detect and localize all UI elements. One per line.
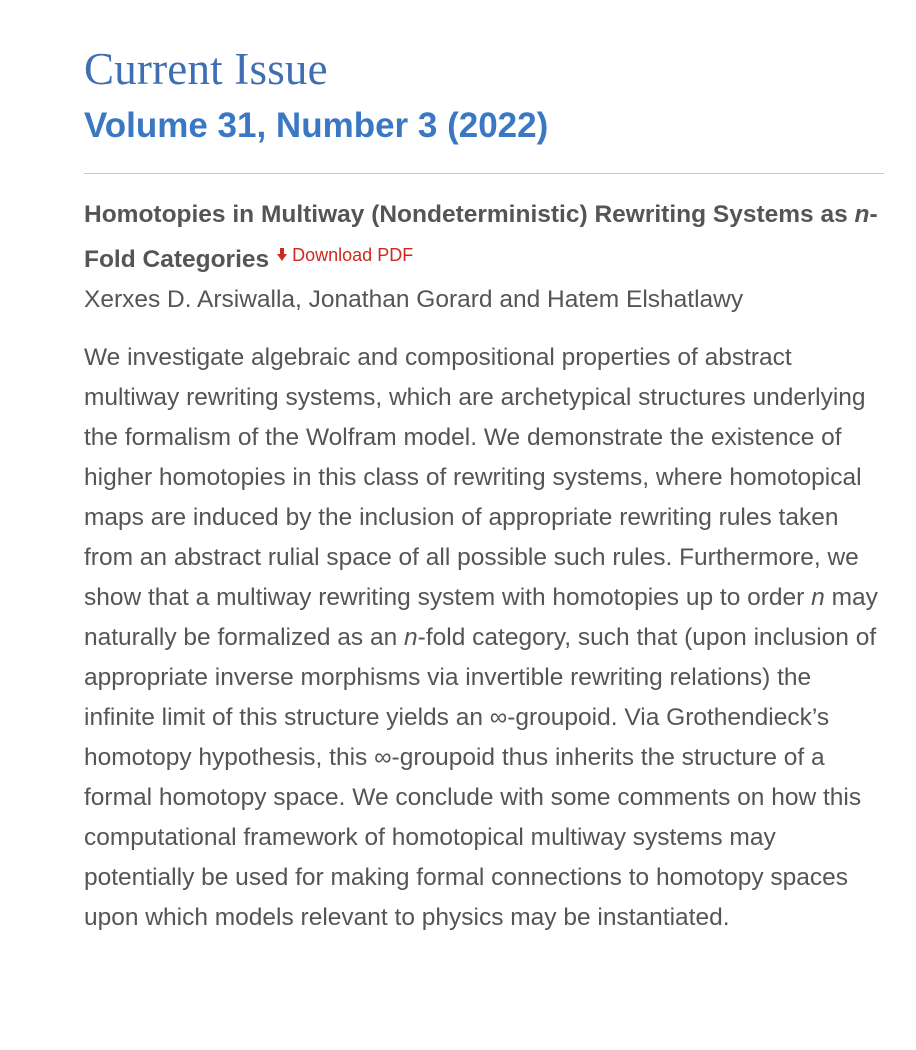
article-authors: Xerxes D. Arsiwalla, Jonathan Gorard and Hatem Elshatlawy — [84, 286, 744, 313]
page-title: Current Issue — [84, 44, 328, 94]
down-arrow-icon[interactable] — [277, 248, 287, 262]
article-title[interactable] — [84, 195, 884, 280]
article-abstract — [84, 338, 884, 938]
article-title-text[interactable]: Homotopies in Multiway (Nondeterministic) Rewriting Systems as — [84, 201, 855, 228]
article-title-italic[interactable]: n — [854, 201, 870, 228]
download-pdf-link[interactable] — [277, 235, 413, 275]
abstract-text-2: may naturally be formalized as an — [84, 584, 878, 651]
article-title-text-end[interactable]: -Fold Categories — [84, 201, 878, 273]
divider — [84, 173, 884, 174]
download-pdf-label[interactable]: Download PDF — [292, 245, 414, 265]
abstract-text-3: -fold category, such that (upon inclusion of appropriate inverse morphisms via invertible rewriting relations) the infinite limit of this structure yields an ∞-groupoid. Via Grothendieck’s homotopy hypothesis, this ∞-groupoid thus inherits the structure of a formal homotopy space. We conclude with some comments on how this computational framework of homotopical multiway systems may potentially be used for making formal connections to homotopy spaces upon which models relevant to physics may be instantiated. — [84, 624, 877, 931]
volume-heading: Volume 31, Number 3 (2022) — [84, 106, 549, 145]
abstract-italic-n-1: n — [811, 584, 825, 611]
abstract-text-1: We investigate algebraic and compositional properties of abstract multiway rewriting systems, which are archetypical structures underlying the formalism of the Wolfram model. We demonstrate the existence of higher homotopies in this class of rewriting systems, where homotopical maps are induced by the inclusion of appropriate rewriting rules taken from an abstract rulial space of all possible such rules. Furthermore, we show that a multiway rewriting system with homotopies up to order — [84, 344, 866, 611]
current-issue-page — [84, 40, 884, 938]
abstract-italic-n-2: n — [404, 624, 418, 651]
